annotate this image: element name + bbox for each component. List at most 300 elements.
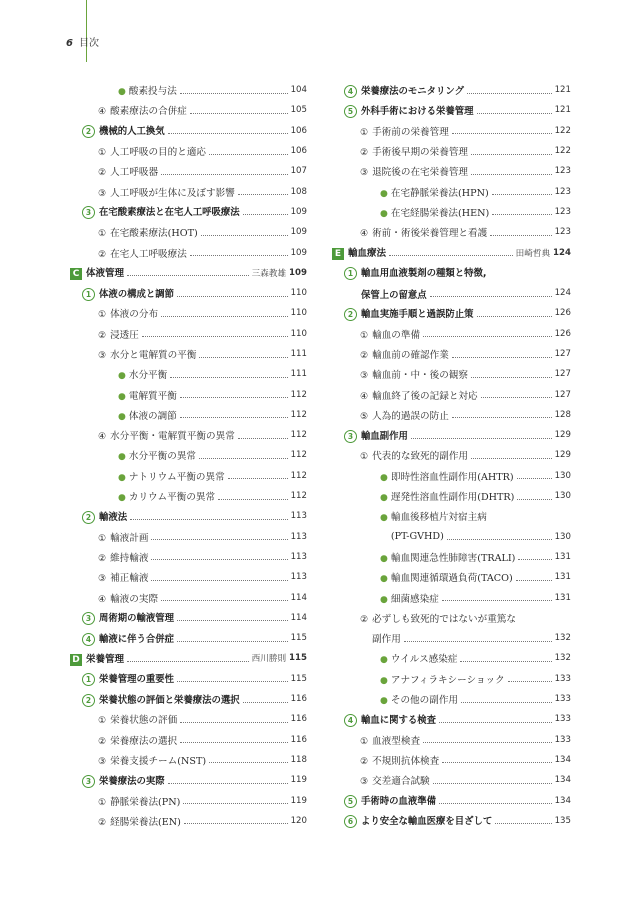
bullet-icon: ● <box>380 655 388 666</box>
toc-entry-label: 経腸栄養法(EN) <box>110 816 181 828</box>
toc-entry[interactable] <box>70 669 307 689</box>
toc-entry[interactable] <box>332 689 571 709</box>
toc-entry[interactable] <box>70 202 307 222</box>
toc-entry[interactable] <box>70 364 307 384</box>
toc-entry[interactable] <box>332 648 571 668</box>
leader-dots <box>452 133 552 134</box>
toc-entry[interactable] <box>70 344 307 364</box>
toc-entry-label: (PT-GVHD) <box>390 531 444 543</box>
toc-page-number: 124 <box>553 247 571 258</box>
toc-entry-label: 輸血副作用 <box>361 430 408 442</box>
toc-page-number: 129 <box>554 430 571 441</box>
toc-page-number: 128 <box>554 409 571 420</box>
toc-entry-title <box>360 631 401 645</box>
toc-entry-label: 在宅酸素療法と在宅人工呼吸療法 <box>99 207 240 219</box>
toc-entry-title <box>360 144 468 158</box>
leader-dots <box>142 336 288 337</box>
toc-entry[interactable] <box>332 324 571 344</box>
toc-page-number: 123 <box>554 166 571 177</box>
toc-entry-label: 栄養状態の評価と栄養療法の選択 <box>99 694 240 706</box>
toc-entry[interactable] <box>70 405 307 425</box>
toc-entry-title <box>98 185 235 199</box>
toc-entry-title <box>98 428 235 442</box>
item-number: ② <box>98 168 107 179</box>
toc-page-number: 123 <box>554 186 571 197</box>
toc-entry[interactable] <box>332 770 571 790</box>
leader-dots <box>190 255 288 256</box>
toc-page-number: 111 <box>290 369 307 380</box>
chapter-number-badge: 5 <box>344 795 357 808</box>
toc-entry[interactable] <box>70 161 307 181</box>
leader-dots <box>180 417 288 418</box>
running-header <box>66 34 99 49</box>
item-number: ① <box>360 127 369 138</box>
section-author: 三森教雄 <box>251 268 287 279</box>
toc-entry[interactable] <box>70 303 307 323</box>
toc-entry-title <box>380 570 513 584</box>
leader-dots <box>461 702 552 703</box>
bullet-icon: ● <box>380 553 388 564</box>
leader-dots <box>184 823 288 824</box>
toc-entry-title <box>380 489 514 503</box>
toc-entry[interactable] <box>332 283 571 303</box>
toc-page-number: 105 <box>290 105 307 116</box>
toc-entry-title <box>344 428 408 443</box>
toc-entry-title <box>82 631 174 646</box>
toc-entry-label: 外科手術における栄養管理 <box>361 105 474 117</box>
toc-entry[interactable] <box>332 121 571 141</box>
leader-dots <box>127 661 249 662</box>
toc-entry[interactable] <box>70 324 307 344</box>
toc-page-number: 132 <box>554 633 571 644</box>
toc-entry[interactable] <box>70 222 307 242</box>
toc-entry-title <box>118 83 177 97</box>
toc-entry[interactable] <box>70 121 307 141</box>
toc-entry[interactable] <box>332 181 571 201</box>
toc-entry[interactable] <box>70 547 307 567</box>
toc-entry[interactable] <box>70 567 307 587</box>
leader-dots <box>471 154 552 155</box>
toc-entry[interactable] <box>332 547 571 567</box>
toc-page-number: 131 <box>554 551 571 562</box>
toc-page-number: 127 <box>554 369 571 380</box>
toc-page-number: 132 <box>554 653 571 664</box>
toc-page-number: 135 <box>554 815 571 826</box>
toc-entry[interactable] <box>332 100 571 120</box>
toc-entry[interactable] <box>70 506 307 526</box>
toc-entry[interactable] <box>332 222 571 242</box>
toc-entry[interactable] <box>70 100 307 120</box>
toc-entry-title <box>380 672 505 686</box>
leader-dots <box>508 681 552 682</box>
toc-entry-label: ウイルス感染症 <box>390 654 458 666</box>
toc-entry-label: 機械的人工換気 <box>99 126 165 138</box>
leader-dots <box>199 357 287 358</box>
toc-page-number: 126 <box>554 308 571 319</box>
toc-entry-title <box>344 83 464 98</box>
leader-dots <box>199 458 288 459</box>
leader-dots <box>490 235 551 236</box>
toc-entry[interactable] <box>70 445 307 465</box>
toc-entry[interactable] <box>332 811 571 831</box>
toc-entry-label: 代表的な致死的副作用 <box>372 451 469 463</box>
toc-page-number: 116 <box>290 694 307 705</box>
toc-page-number: 115 <box>290 633 307 644</box>
toc-entry-title <box>360 347 449 361</box>
toc-entry[interactable] <box>70 750 307 770</box>
toc-entry-label: 退院後の在宅栄養管理 <box>372 167 469 179</box>
toc-page-number: 111 <box>290 349 307 359</box>
bullet-icon: ● <box>380 675 388 686</box>
chapter-number-badge: 2 <box>82 511 95 524</box>
toc-entry-title <box>98 753 206 767</box>
toc-entry[interactable] <box>332 628 571 648</box>
toc-entry-title <box>98 347 196 361</box>
toc-entry-title <box>98 530 148 544</box>
toc-entry[interactable] <box>332 466 571 486</box>
toc-entry-label: 輸血前の確認作業 <box>372 350 449 361</box>
toc-entry-label: カリウム平衡の異常 <box>128 492 216 504</box>
toc-entry-label: 人工呼吸器 <box>110 167 159 179</box>
leader-dots <box>218 499 287 500</box>
toc-entry-title <box>344 285 427 301</box>
leader-dots <box>177 620 288 621</box>
toc-entry-title <box>360 611 516 625</box>
toc-right-column <box>332 80 571 831</box>
toc-entry[interactable] <box>70 242 307 262</box>
toc-page-number: 113 <box>290 572 307 583</box>
toc-entry[interactable] <box>70 608 307 628</box>
toc-entry-title <box>360 448 468 462</box>
toc-entry-title <box>118 367 167 381</box>
toc-page-number: 127 <box>554 349 571 359</box>
toc-entry-title <box>82 773 165 788</box>
toc-entry-title <box>98 591 158 605</box>
toc-entry[interactable] <box>332 425 571 445</box>
item-number: ③ <box>98 574 107 585</box>
toc-page-number: 112 <box>290 409 307 420</box>
toc-page-number: 122 <box>554 125 571 136</box>
toc-entry[interactable] <box>332 161 571 181</box>
chapter-number-badge: 2 <box>344 308 357 321</box>
item-number: ① <box>98 310 107 321</box>
chapter-number-badge: 1 <box>82 673 95 686</box>
bullet-icon: ● <box>118 371 126 382</box>
leader-dots <box>201 235 288 236</box>
toc-entry[interactable] <box>70 689 307 709</box>
item-number: ⑤ <box>360 411 369 422</box>
item-number: ④ <box>98 107 107 118</box>
toc-entry-label: 輸血の準備 <box>372 329 421 341</box>
bullet-icon: ● <box>380 574 388 585</box>
bullet-icon: ● <box>118 452 126 463</box>
toc-entry[interactable] <box>332 669 571 689</box>
leader-dots <box>151 559 287 560</box>
toc-entry-label: 輸血用血液製剤の種類と特徴, <box>361 268 487 280</box>
toc-entry[interactable] <box>70 730 307 750</box>
leader-dots <box>518 559 551 560</box>
toc-entry[interactable] <box>332 344 571 364</box>
bullet-icon: ● <box>118 493 126 504</box>
bullet-icon: ● <box>380 208 388 219</box>
toc-entry-title <box>98 550 148 564</box>
item-number: ① <box>98 148 107 159</box>
toc-entry[interactable] <box>332 750 571 770</box>
toc-entry[interactable] <box>70 811 307 831</box>
toc-entry-title <box>98 733 177 747</box>
toc-entry[interactable] <box>70 80 307 100</box>
leader-dots <box>517 478 552 479</box>
toc-entry-title <box>360 753 439 767</box>
item-number: ② <box>360 351 369 361</box>
toc-page-number: 115 <box>290 673 307 684</box>
toc-entry[interactable] <box>70 587 307 607</box>
leader-dots <box>447 539 552 540</box>
toc-entry[interactable] <box>332 141 571 161</box>
item-number: ① <box>98 716 107 727</box>
toc-entry-label: 輸液の実際 <box>110 593 159 605</box>
leader-dots <box>180 397 288 398</box>
chapter-number-badge: 3 <box>82 612 95 625</box>
bullet-icon: ● <box>118 391 126 402</box>
toc-entry-title <box>380 531 444 542</box>
leader-dots <box>477 113 552 114</box>
bullet-icon: ● <box>380 472 388 483</box>
toc-entry-label: 人為的過誤の防止 <box>372 410 449 422</box>
toc-entry-label: 体液の調節 <box>128 410 177 422</box>
toc-page-number: 131 <box>554 592 571 603</box>
toc-entry-label: 輸血実施手順と過誤防止策 <box>361 308 474 320</box>
toc-entry[interactable] <box>332 242 571 262</box>
toc-entry[interactable] <box>332 730 571 750</box>
toc-entry[interactable] <box>70 648 307 668</box>
toc-page-number: 130 <box>554 491 571 502</box>
toc-entry-label: 遅発性溶血性副作用(DHTR) <box>390 492 515 504</box>
toc-entry[interactable] <box>332 608 571 628</box>
toc-entry[interactable] <box>70 527 307 547</box>
toc-entry-title <box>380 469 514 483</box>
bullet-icon: ● <box>380 594 388 605</box>
toc-entry-label: 体液管理 <box>86 268 125 280</box>
toc-entry-label: 酸素療法の合併症 <box>110 106 187 118</box>
section-letter-badge: E <box>332 248 344 260</box>
toc-page-number: 112 <box>290 470 307 481</box>
section-author: 西川勝則 <box>251 654 287 665</box>
item-number: ④ <box>98 432 107 443</box>
toc-entry[interactable] <box>332 567 571 587</box>
leader-dots <box>423 336 552 337</box>
leader-dots <box>430 296 552 297</box>
toc-entry[interactable] <box>332 405 571 425</box>
toc-entry[interactable] <box>332 486 571 506</box>
toc-entry[interactable] <box>70 770 307 790</box>
item-number: ③ <box>98 188 107 199</box>
toc-page-number: 126 <box>554 328 571 339</box>
toc-entry-label: 在宅酸素療法(HOT) <box>110 228 198 240</box>
toc-entry[interactable] <box>332 202 571 222</box>
toc-entry[interactable] <box>70 486 307 506</box>
bullet-icon: ● <box>380 188 388 199</box>
leader-dots <box>168 133 288 134</box>
toc-entry-title <box>344 712 436 727</box>
item-number: ② <box>98 330 107 341</box>
bullet-icon: ● <box>118 472 126 483</box>
item-number: ④ <box>360 391 369 402</box>
item-number: ③ <box>360 371 369 382</box>
chapter-number-badge: 3 <box>82 775 95 788</box>
leader-dots <box>177 681 288 682</box>
item-number: ① <box>360 736 369 747</box>
chapter-number-badge: 3 <box>82 206 95 219</box>
leader-dots <box>170 377 287 378</box>
leader-dots <box>151 580 287 581</box>
toc-entry-label: 栄養管理の重要性 <box>99 674 175 686</box>
toc-entry[interactable] <box>332 263 571 283</box>
toc-entry[interactable] <box>332 445 571 465</box>
leader-dots <box>238 194 288 195</box>
leader-dots <box>477 316 552 317</box>
toc-page-number: 114 <box>290 612 307 623</box>
toc-page-number: 121 <box>554 105 571 116</box>
leader-dots <box>516 580 552 581</box>
toc-page-number: 120 <box>290 815 307 826</box>
toc-entry[interactable] <box>332 384 571 404</box>
leader-dots <box>177 296 288 297</box>
bullet-icon: ● <box>380 696 388 707</box>
leader-dots <box>161 316 288 317</box>
toc-page-number: 109 <box>290 206 307 217</box>
toc-page-number: 112 <box>290 491 307 502</box>
toc-entry[interactable] <box>70 466 307 486</box>
item-number: ② <box>360 756 369 767</box>
item-number: ③ <box>360 168 369 179</box>
toc-entry-label: 手術前の栄養管理 <box>372 126 449 138</box>
leader-dots <box>177 641 288 642</box>
toc-entry-label: 輸液に伴う合併症 <box>99 633 175 645</box>
leader-dots <box>452 417 552 418</box>
chapter-number-badge: 5 <box>344 105 357 118</box>
item-number: ② <box>360 614 369 625</box>
toc-left-column <box>70 80 307 831</box>
leader-dots <box>209 762 288 763</box>
toc-entry[interactable] <box>70 181 307 201</box>
item-number: ① <box>98 229 107 240</box>
toc-entry-title <box>360 164 468 178</box>
toc-entry-title <box>118 388 177 402</box>
chapter-number-badge: 2 <box>82 125 95 138</box>
leader-dots <box>190 113 288 114</box>
toc-entry[interactable] <box>332 790 571 810</box>
item-number: ② <box>98 817 107 828</box>
toc-entry[interactable] <box>332 587 571 607</box>
chapter-number-badge: 4 <box>82 633 95 646</box>
toc-entry[interactable] <box>70 709 307 729</box>
toc-entry-label: 手術後早期の栄養管理 <box>372 147 469 159</box>
toc-entry-title <box>380 651 457 665</box>
toc-entry-label: 交差適合試験 <box>372 776 430 788</box>
toc-entry-label: 輸血療法 <box>348 248 387 260</box>
toc-entry-title <box>360 408 449 422</box>
item-number: ① <box>98 533 107 544</box>
toc-entry-label: 輸血関連循環過負荷(TACO) <box>390 573 513 585</box>
toc-entry-title <box>98 103 187 117</box>
toc-entry[interactable] <box>70 263 307 283</box>
toc-entry-label: 体液の構成と調節 <box>99 288 175 300</box>
toc-page-number: 108 <box>290 186 307 197</box>
chapter-number-badge: 1 <box>344 267 357 280</box>
toc-entry[interactable] <box>70 283 307 303</box>
toc-page-number: 109 <box>289 267 307 278</box>
leader-dots <box>460 661 551 662</box>
toc-page-number: 110 <box>290 328 307 339</box>
toc-page-number: 119 <box>290 775 307 786</box>
toc-entry-label: 維持輸液 <box>110 552 149 564</box>
item-number: ④ <box>98 594 107 605</box>
toc-entry-title <box>82 692 240 707</box>
toc-entry-label: ナトリウム平衡の異常 <box>128 471 225 483</box>
toc-entry-label: 水分平衡の異常 <box>128 451 197 463</box>
leader-dots <box>481 397 552 398</box>
leader-dots <box>423 742 552 743</box>
chapter-number-badge: 4 <box>344 85 357 98</box>
leader-dots <box>127 275 249 276</box>
toc-entry-label: 静脈栄養法(PN) <box>110 796 181 808</box>
item-number: ② <box>360 148 369 159</box>
leader-dots <box>209 154 288 155</box>
toc-entry-label: 栄養支援チーム(NST) <box>110 755 207 767</box>
chapter-number-badge: 4 <box>344 714 357 727</box>
toc-entry-title <box>98 164 158 178</box>
toc-entry-label: 浸透圧 <box>110 329 139 341</box>
toc-page-number: 131 <box>554 572 571 583</box>
toc-page-number: 107 <box>290 166 307 177</box>
toc-entry[interactable] <box>332 364 571 384</box>
toc-entry-title <box>98 814 181 828</box>
toc-entry-label: 栄養療法の選択 <box>110 735 178 747</box>
toc-entry-label: 在宅静脈栄養法(HPN) <box>390 187 489 199</box>
item-number: ① <box>98 797 107 808</box>
toc-entry[interactable] <box>332 80 571 100</box>
toc-entry-label: 周術期の輸液管理 <box>99 613 175 625</box>
toc-entry[interactable] <box>70 384 307 404</box>
toc-entry-title <box>360 733 420 747</box>
toc-entry-title <box>98 246 187 260</box>
leader-dots <box>471 377 552 378</box>
toc-entry-title <box>98 144 206 158</box>
toc-entry[interactable] <box>332 303 571 323</box>
toc-entry-title <box>98 570 148 584</box>
toc-entry-title <box>82 286 174 301</box>
toc-entry[interactable] <box>70 425 307 445</box>
toc-entry-label: 栄養療法のモニタリング <box>361 85 464 97</box>
toc-entry-label: より安全な輸血医療を目ざして <box>361 816 493 828</box>
toc-entry[interactable] <box>332 709 571 729</box>
toc-entry-label: 輸血関連急性肺障害(TRALI) <box>390 552 516 564</box>
toc-entry-label: 手術時の血液準備 <box>361 796 437 808</box>
toc-entry-title <box>360 367 468 381</box>
chapter-number-badge: 1 <box>82 288 95 301</box>
toc-entry[interactable] <box>332 506 571 526</box>
section-author: 田崎哲典 <box>515 248 551 259</box>
toc-entry[interactable] <box>70 628 307 648</box>
toc-entry-label: 酸素投与法 <box>128 86 177 98</box>
leader-dots <box>492 194 552 195</box>
toc-entry[interactable] <box>70 790 307 810</box>
toc-entry-label: 術前・術後栄養管理と看護 <box>372 228 488 240</box>
toc-entry[interactable] <box>70 141 307 161</box>
item-number: ② <box>98 553 107 564</box>
toc-entry[interactable] <box>332 527 571 547</box>
